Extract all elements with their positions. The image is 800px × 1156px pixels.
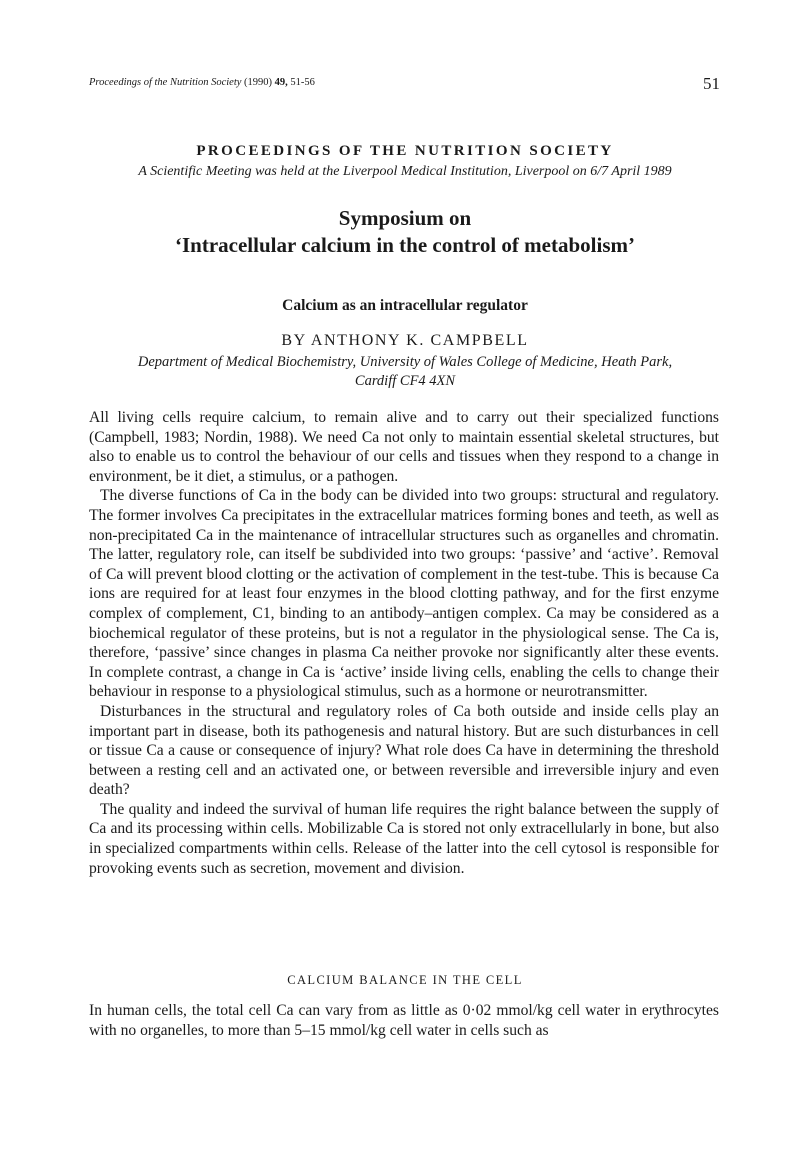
body-text bbox=[89, 408, 719, 878]
paragraph: Disturbances in the structural and regulatory roles of Ca both outside and inside cells play an important part in disease, both its pathogenesis and natural history. But are such disturbances in cell or tissue Ca a cause or consequence of injury? What role does Ca have in determining the threshold between a resting cell and an activated one, or between reversible and irreversible injury and even death? bbox=[89, 702, 719, 799]
proceedings-title: PROCEEDINGS OF THE NUTRITION SOCIETY bbox=[196, 143, 614, 159]
paragraph: All living cells require calcium, to remain alive and to carry out their specialized functions (Campbell, 1983; Nordin, 1988). We need Ca not only to maintain essential skeletal structures, but also to enable us to control the behaviour of our cells and tissues when they respond to a change in environment, be it diet, a stimulus, or a pathogen. bbox=[89, 409, 719, 485]
paper-title: Calcium as an intracellular regulator bbox=[282, 297, 528, 314]
running-head bbox=[89, 76, 720, 94]
paragraph: In human cells, the total cell Ca can vary from as little as 0·02 mmol/kg cell water in erythrocytes with no organelles, to more than 5–15 mmol/kg cell water in cells such as bbox=[89, 1002, 719, 1039]
page-number: 51 bbox=[703, 74, 720, 93]
affiliation-line-1: Department of Medical Biochemistry, University of Wales College of Medicine, Heath Park, bbox=[137, 354, 673, 370]
symposium-title: ‘Intracellular calcium in the control of metabolism’ bbox=[175, 233, 635, 257]
affiliation-line-2: Cardiff CF4 4XN bbox=[354, 373, 456, 389]
section-body bbox=[89, 1001, 719, 1040]
section-heading: CALCIUM BALANCE IN THE CELL bbox=[287, 973, 523, 987]
meeting-note: A Scientific Meeting was held at the Liverpool Medical Institution, Liverpool on 6/7 April 1989 bbox=[138, 164, 672, 179]
author-line: BY ANTHONY K. CAMPBELL bbox=[281, 332, 529, 349]
journal-citation: Proceedings of the Nutrition Society (1990) 49, 51-56 bbox=[89, 77, 315, 88]
paragraph: The quality and indeed the survival of human life requires the right balance between the supply of Ca and its processing within cells. Mobilizable Ca is stored not only extracellularly in bone, but also in specialized compartments within cells. Release of the latter into the cell cytosol is responsible for provoking events such as secretion, movement and division. bbox=[89, 800, 719, 877]
paragraph: The diverse functions of Ca in the body can be divided into two groups: structural and regulatory. The former involves Ca precipitates in the extracellular matrices forming bones and teeth, as well as non-precipitated Ca in the maintenance of intracellular structures such as organelles and chromatin. The latter, regulatory role, can itself be subdivided into two groups: ‘passive’ and ‘active’. Removal of Ca will prevent blood clotting or the activation of complement in the test-tube. This is because Ca ions are required for at least four enzymes in the blood clotting pathway, and for the first enzyme complex of complement, C1, binding to an antibody–antigen complex. Ca may be considered as a biochemical regulator of these proteins, but is not a regulator in the physiological sense. The Ca is, therefore, ‘passive’ since changes in plasma Ca neither provoke nor significantly alter these events. In complete contrast, a change in Ca is ‘active’ inside living cells, enabling the cells to change their behaviour in response to a physiological stimulus, such as a hormone or neurotransmitter. bbox=[89, 487, 719, 701]
symposium-label: Symposium on bbox=[338, 206, 472, 230]
